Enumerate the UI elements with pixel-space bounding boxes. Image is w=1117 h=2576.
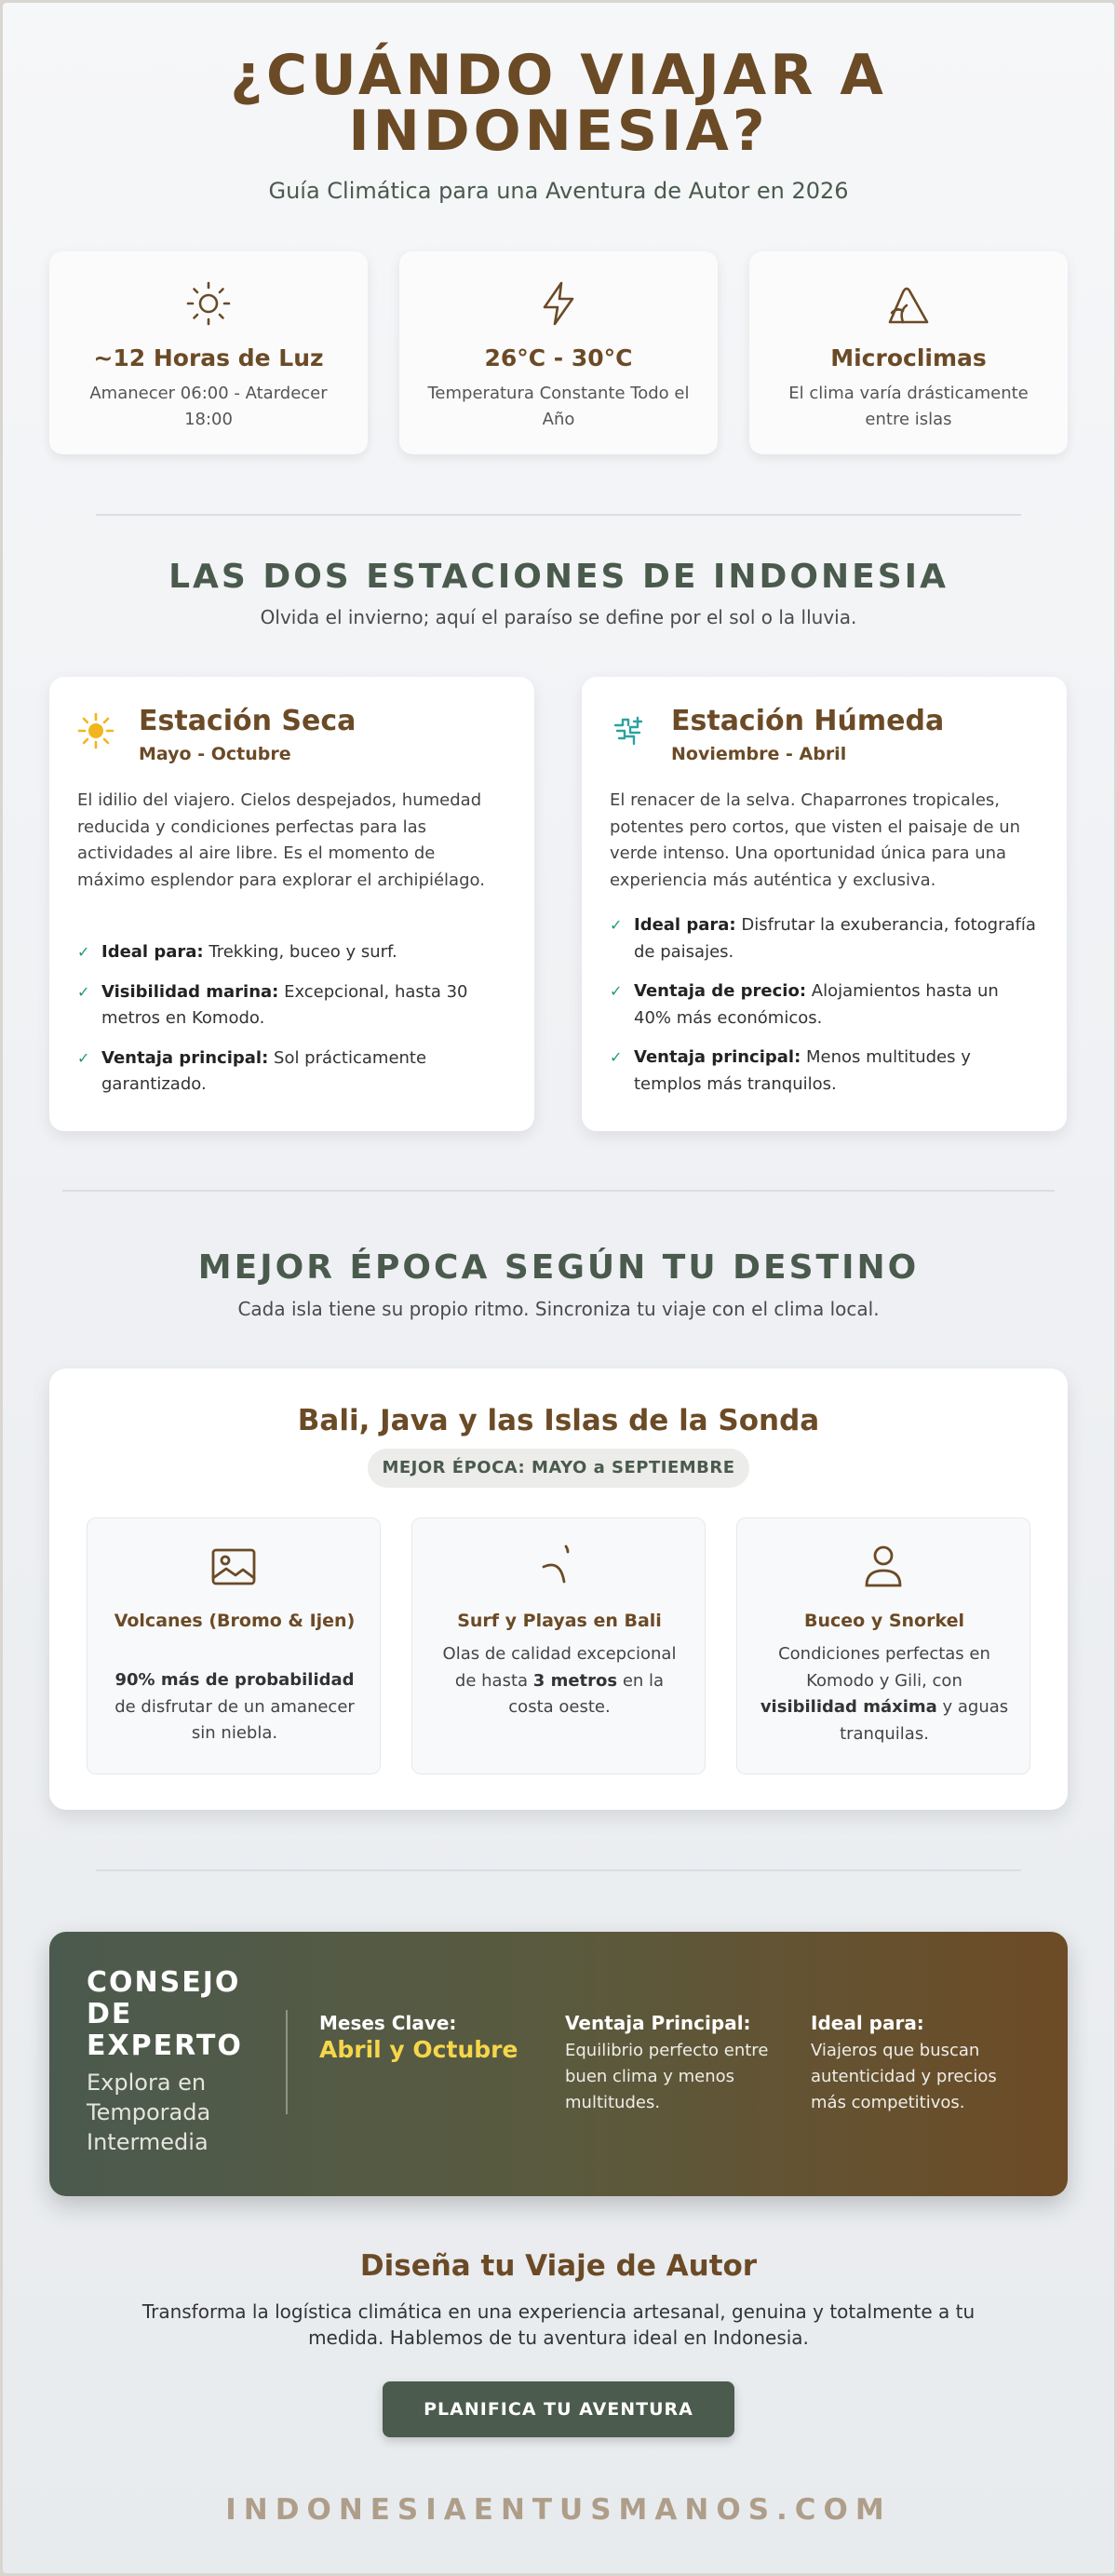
tip-label: Ventaja Principal: (565, 2012, 751, 2034)
stat-desc: Amanecer 06:00 - Atardecer 18:00 (89, 384, 328, 429)
tip-heading (87, 1967, 254, 2062)
destination-card-title: Bali, Java y las Islas de la Sonda (297, 1404, 820, 1437)
season-features (77, 939, 507, 1112)
tip-advantage (565, 2012, 788, 2116)
activity-text: y aguas tranquilas. (840, 1697, 1009, 1744)
destination-card (49, 1369, 1068, 1810)
stat-desc: El clima varía drásticamente entre islas (788, 384, 1029, 429)
wave-icon (532, 1541, 585, 1593)
tip-heading-line: DE (87, 1998, 133, 2030)
tip-subheading: Explora en Temporada Intermedia (87, 2070, 211, 2155)
activity-highlight: 3 metros (532, 1670, 618, 1691)
sun-icon (184, 279, 233, 328)
list-item (77, 939, 507, 966)
activity-text: Olas de calidad excepcional de hasta (442, 1644, 677, 1691)
page-title-line2: INDONESIA? (348, 99, 769, 164)
activity-name: Volcanes (Bromo & Ijen) (114, 1611, 356, 1631)
destination-title: MEJOR ÉPOCA SEGÚN TU DESTINO (197, 1248, 920, 1287)
feature-label: Ventaja principal: (101, 1047, 269, 1068)
feature-text: Disfrutar la exuberancia, fotografía de paisajes. (634, 915, 1036, 962)
season-name: Estación Seca (139, 705, 357, 737)
tip-label: Meses Clave: (319, 2012, 457, 2034)
image-icon (208, 1541, 260, 1593)
feature-label: Visibilidad marina: (101, 981, 279, 1002)
activity-desc (106, 1667, 363, 1747)
sun-icon (77, 712, 114, 749)
activity-card-volcanoes (87, 1517, 381, 1774)
mountain-icon (884, 279, 933, 328)
list-item (77, 1045, 507, 1099)
stat-card-microclimates (749, 251, 1068, 454)
check-icon: ✓ (610, 1048, 623, 1066)
activity-desc (431, 1641, 688, 1721)
tip-heading-line: CONSEJO (87, 1966, 241, 1999)
expert-tip-banner (49, 1932, 1068, 2196)
check-icon: ✓ (610, 982, 623, 1000)
wet-season-card (582, 677, 1067, 1131)
tip-value: Viajeros que buscan autenticidad y precios más competitivos. (811, 2041, 997, 2112)
stat-title: ~12 Horas de Luz (93, 344, 324, 371)
footer-domain: INDONESIAENTUSMANOS.COM (225, 2493, 892, 2527)
stat-card-temperature (399, 251, 718, 454)
divider (96, 514, 1021, 516)
cta-text: Transforma la logística climática en una experiencia artesanal, genuina y totalmente a tu medida. Hablemos de tu aventura ideal en Indonesia. (141, 2300, 976, 2349)
season-description: El renacer de la selva. Chaparrones tropicales, potentes pero cortos, que visten el paisaje de un verde intenso. Una oportunidad única para una experiencia más auténtica y exclusiva. (610, 790, 1021, 890)
check-icon: ✓ (77, 1048, 90, 1067)
page-title-line1: ¿CUÁNDO VIAJAR A (230, 43, 887, 108)
feature-text: Sol prácticamente garantizado. (101, 1047, 427, 1094)
activity-name: Surf y Playas en Bali (457, 1611, 662, 1631)
seasons-subtitle: Olvida el invierno; aquí el paraíso se define por el sol o la lluvia. (260, 606, 857, 628)
feature-label: Ideal para: (101, 942, 204, 962)
season-months: Mayo - Octubre (139, 744, 291, 764)
list-item (77, 979, 507, 1032)
feature-label: Ventaja de precio: (634, 981, 807, 1001)
best-season-badge: MEJOR ÉPOCA: MAYO a SEPTIEMBRE (368, 1449, 749, 1488)
feature-text: Excepcional, hasta 30 metros en Komodo. (101, 981, 468, 1028)
page-title (3, 43, 1114, 164)
feature-text: Alojamientos hasta un 40% más económicos. (634, 981, 999, 1028)
dry-season-card (49, 677, 534, 1131)
activity-card-surf (411, 1517, 706, 1774)
seasons-title: LAS DOS ESTACIONES DE INDONESIA (168, 558, 949, 596)
page-subtitle: Guía Climática para una Aventura de Autor en 2026 (268, 178, 849, 204)
person-icon (857, 1541, 909, 1593)
stat-title: Microclimas (830, 344, 987, 371)
activity-desc (756, 1641, 1013, 1747)
activity-name: Buceo y Snorkel (804, 1611, 964, 1631)
tip-label: Ideal para: (811, 2012, 924, 2034)
destination-subtitle: Cada isla tiene su propio ritmo. Sincroniza tu viaje con el clima local. (237, 1298, 880, 1320)
leaf-icon (610, 712, 647, 749)
lightning-icon (534, 279, 583, 328)
stat-card-daylight (49, 251, 368, 454)
activity-card-diving (736, 1517, 1030, 1774)
season-description: El idilio del viajero. Cielos despejados, humedad reducida y condiciones perfectas para las actividades al aire libre. Es el momento de máximo esplendor para explorar el archipiélago. (77, 790, 485, 890)
activity-text: de disfrutar de un amanecer sin niebla. (114, 1696, 355, 1743)
divider (62, 1190, 1055, 1192)
tip-value: Abril y Octubre (319, 2036, 518, 2063)
stat-title: 26°C - 30°C (484, 344, 633, 371)
list-item (610, 912, 1040, 965)
feature-label: Ventaja principal: (634, 1047, 801, 1067)
season-name: Estación Húmeda (671, 705, 945, 737)
season-features (610, 912, 1040, 1111)
activity-text: en la costa oeste. (508, 1670, 665, 1717)
tip-ideal (811, 2012, 1034, 2116)
feature-text: Menos multitudes y templos más tranquilos. (634, 1047, 971, 1094)
season-months: Noviembre - Abril (671, 744, 847, 764)
check-icon: ✓ (77, 943, 90, 961)
page (3, 3, 1114, 2573)
activity-highlight: 90% más de probabilidad (114, 1670, 355, 1690)
list-item (610, 1045, 1040, 1098)
list-item (610, 978, 1040, 1032)
feature-text: Trekking, buceo y surf. (203, 942, 397, 962)
activity-text: Condiciones perfectas en Komodo y Gili, con (778, 1644, 990, 1691)
tip-months (319, 2012, 543, 2063)
feature-label: Ideal para: (634, 915, 736, 935)
stat-desc: Temperatura Constante Todo el Año (427, 384, 690, 429)
divider (96, 1869, 1021, 1871)
check-icon: ✓ (610, 916, 623, 934)
activity-highlight: visibilidad máxima (760, 1697, 937, 1717)
cta-title: Diseña tu Viaje de Autor (359, 2249, 758, 2283)
plan-adventure-button[interactable]: PLANIFICA TU AVENTURA (383, 2381, 734, 2437)
check-icon: ✓ (77, 982, 90, 1001)
tip-heading-line: EXPERTO (87, 2030, 243, 2062)
divider (286, 2010, 288, 2114)
tip-value: Equilibrio perfecto entre buen clima y menos multitudes. (565, 2041, 769, 2112)
